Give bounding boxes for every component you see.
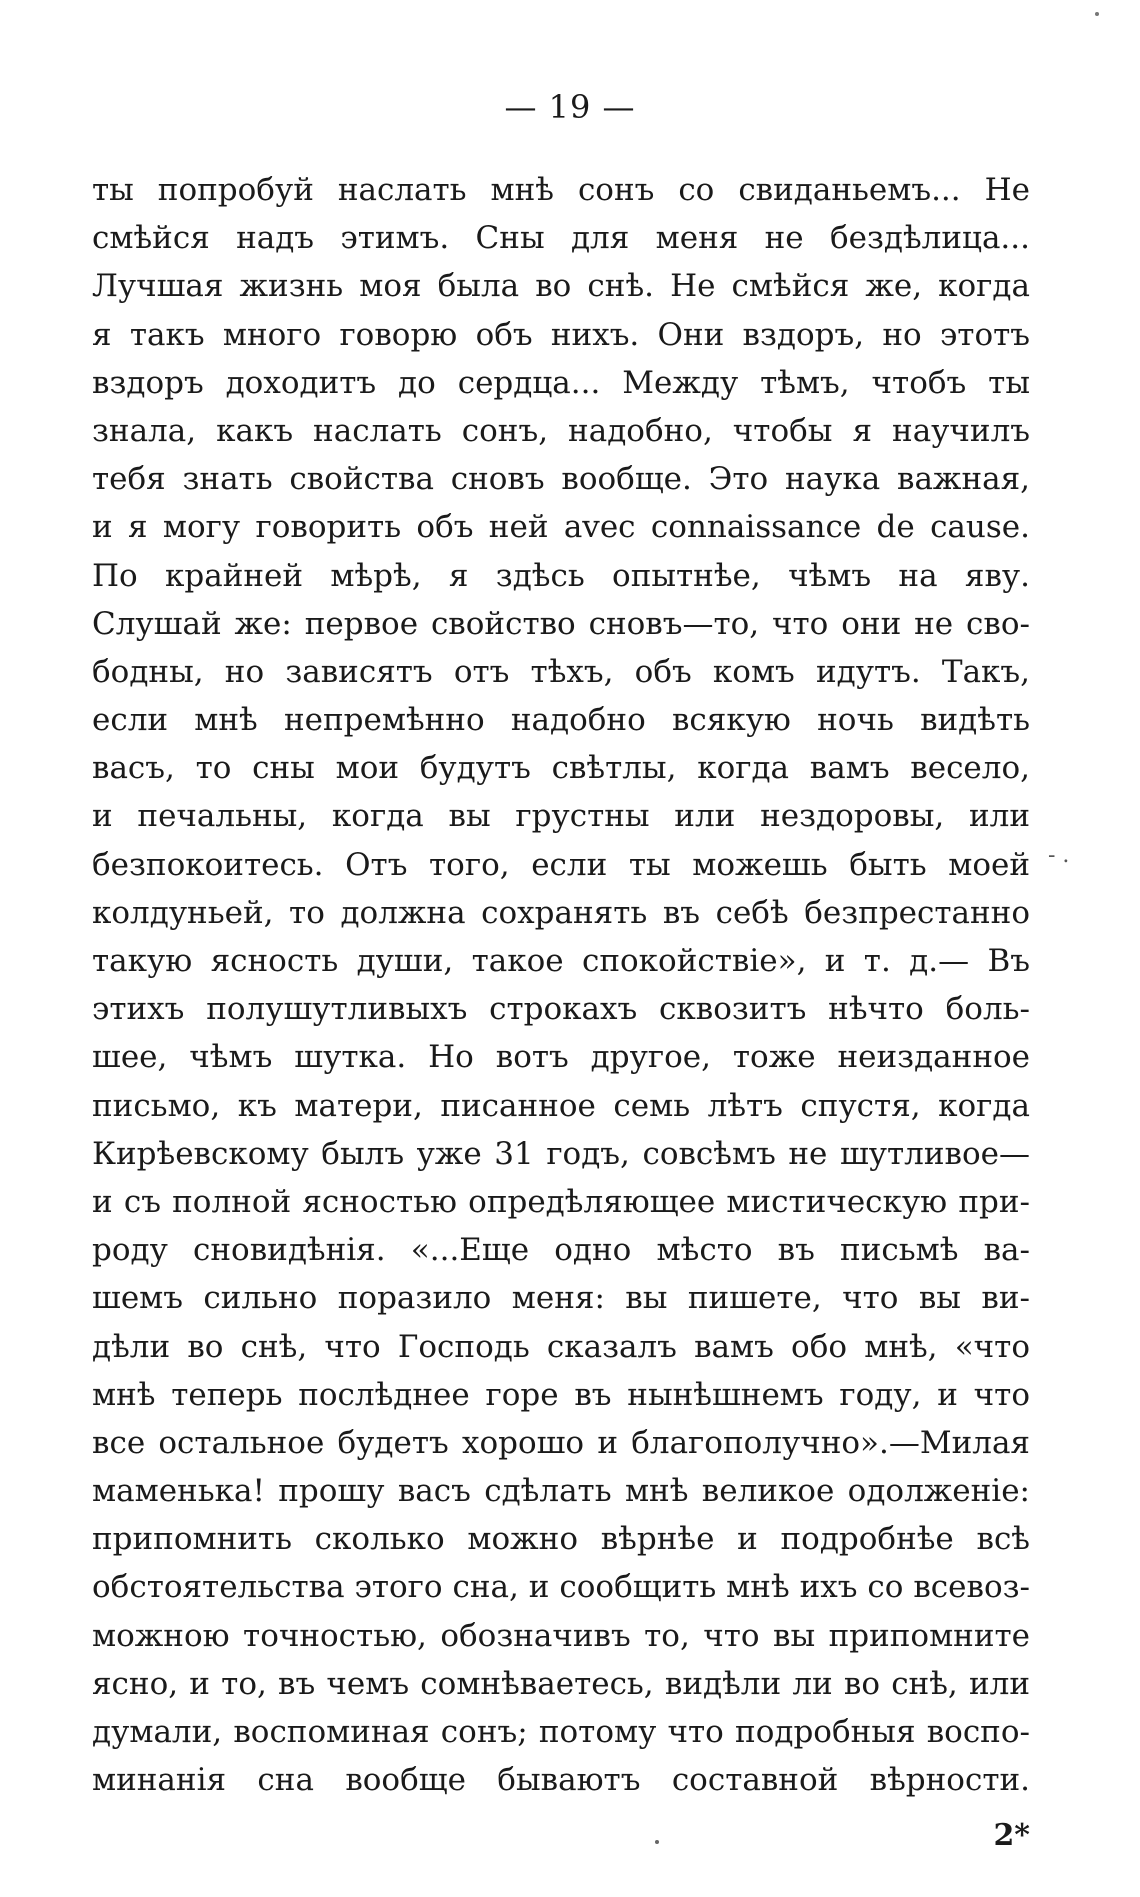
text-line: припомнить сколько можно вѣрнѣе и подробнѣе всѣ [92,1521,1030,1558]
speck-mark [655,1840,659,1844]
text-line: тебя знать свойства сновъ вообще. Это наука важная, [92,461,1030,498]
text-line: колдуньей, то должна сохранять въ себѣ безпрестанно [92,894,1030,931]
text-line: васъ, то сны мои будутъ свѣтлы, когда вамъ весело, [92,750,1030,787]
text-line: Слушай же: первое свойство сновъ—то, что они не сво- [92,605,1030,642]
text-line: шее, чѣмъ шутка. Но вотъ другое, тоже неизданное [92,1039,1030,1076]
text-line: маменька! прошу васъ сдѣлать мнѣ великое одолженіе: [92,1473,1030,1510]
text-line: можною точностью, обозначивъ то, что вы припомните [92,1617,1030,1654]
text-line: шемъ сильно поразило меня: вы пишете, что вы ви- [92,1280,1030,1317]
text-line: ты попробуй наслать мнѣ сонъ со свиданьемъ... Не [92,172,1030,208]
text-line: все остальное будетъ хорошо и благополучно».—Милая [92,1424,1030,1461]
text-line: бодны, но зависятъ отъ тѣхъ, объ комъ идутъ. Такъ, [92,653,1030,690]
text-line: и съ полной ясностью опредѣляющее мистическую при- [92,1183,1030,1220]
text-line: думали, воспоминая сонъ; потому что подробныя воспо- [92,1714,1030,1750]
text-line: смѣйся надъ этимъ. Сны для меня не бездѣлица... [92,220,1030,257]
text-line: и печальны, когда вы грустны или нездоровы, или [92,798,1030,835]
text-line: вздоръ доходитъ до сердца... Между тѣмъ, чтобъ ты [92,364,1030,401]
text-line: безпокоитесь. Отъ того, если ты можешь быть моей [92,846,1030,883]
text-line: я такъ много говорю объ нихъ. Они вздоръ, но этотъ [92,316,1030,353]
text-line: дѣли во снѣ, что Господь сказалъ вамъ обо мнѣ, «что [92,1328,1030,1365]
signature-mark: 2* [993,1818,1030,1853]
text-line: письмо, къ матери, писанное семь лѣтъ спустя, когда [92,1087,1030,1124]
text-line: мнѣ теперь послѣднее горе въ нынѣшнемъ году, и что [92,1376,1030,1413]
text-line: ясно, и то, въ чемъ сомнѣваетесь, видѣли ли во снѣ, или [92,1665,1030,1702]
text-line: и я могу говорить объ ней avec connaissance de cause. [92,509,1030,546]
text-line: если мнѣ непремѣнно надобно всякую ночь видѣть [92,702,1030,739]
margin-marks: - . [1048,843,1070,868]
text-line: Лучшая жизнь моя была во снѣ. Не смѣйся же, когда [92,268,1030,305]
text-line: По крайней мѣрѣ, я здѣсь опытнѣе, чѣмъ на яву. [92,557,1030,594]
text-line: знала, какъ наслать сонъ, надобно, чтобы я научилъ [92,412,1030,449]
body-text [92,166,1030,1804]
text-line: роду сновидѣнія. «...Еще одно мѣсто въ письмѣ ва- [92,1232,1030,1269]
speck-mark [1095,12,1099,16]
page-number: — 19 — [504,88,636,126]
text-line: обстоятельства этого сна, и сообщить мнѣ ихъ со всевоз- [92,1569,1030,1606]
text-line: этихъ полушутливыхъ строкахъ сквозитъ нѣчто боль- [92,991,1030,1028]
text-line: минанія сна вообще бываютъ составной вѣрности. [92,1762,1030,1799]
text-line: Кирѣевскому былъ уже 31 годъ, совсѣмъ не шутливое— [92,1135,1030,1172]
text-line: такую ясность души, такое спокойствіе», и т. д.— Въ [92,943,1030,979]
